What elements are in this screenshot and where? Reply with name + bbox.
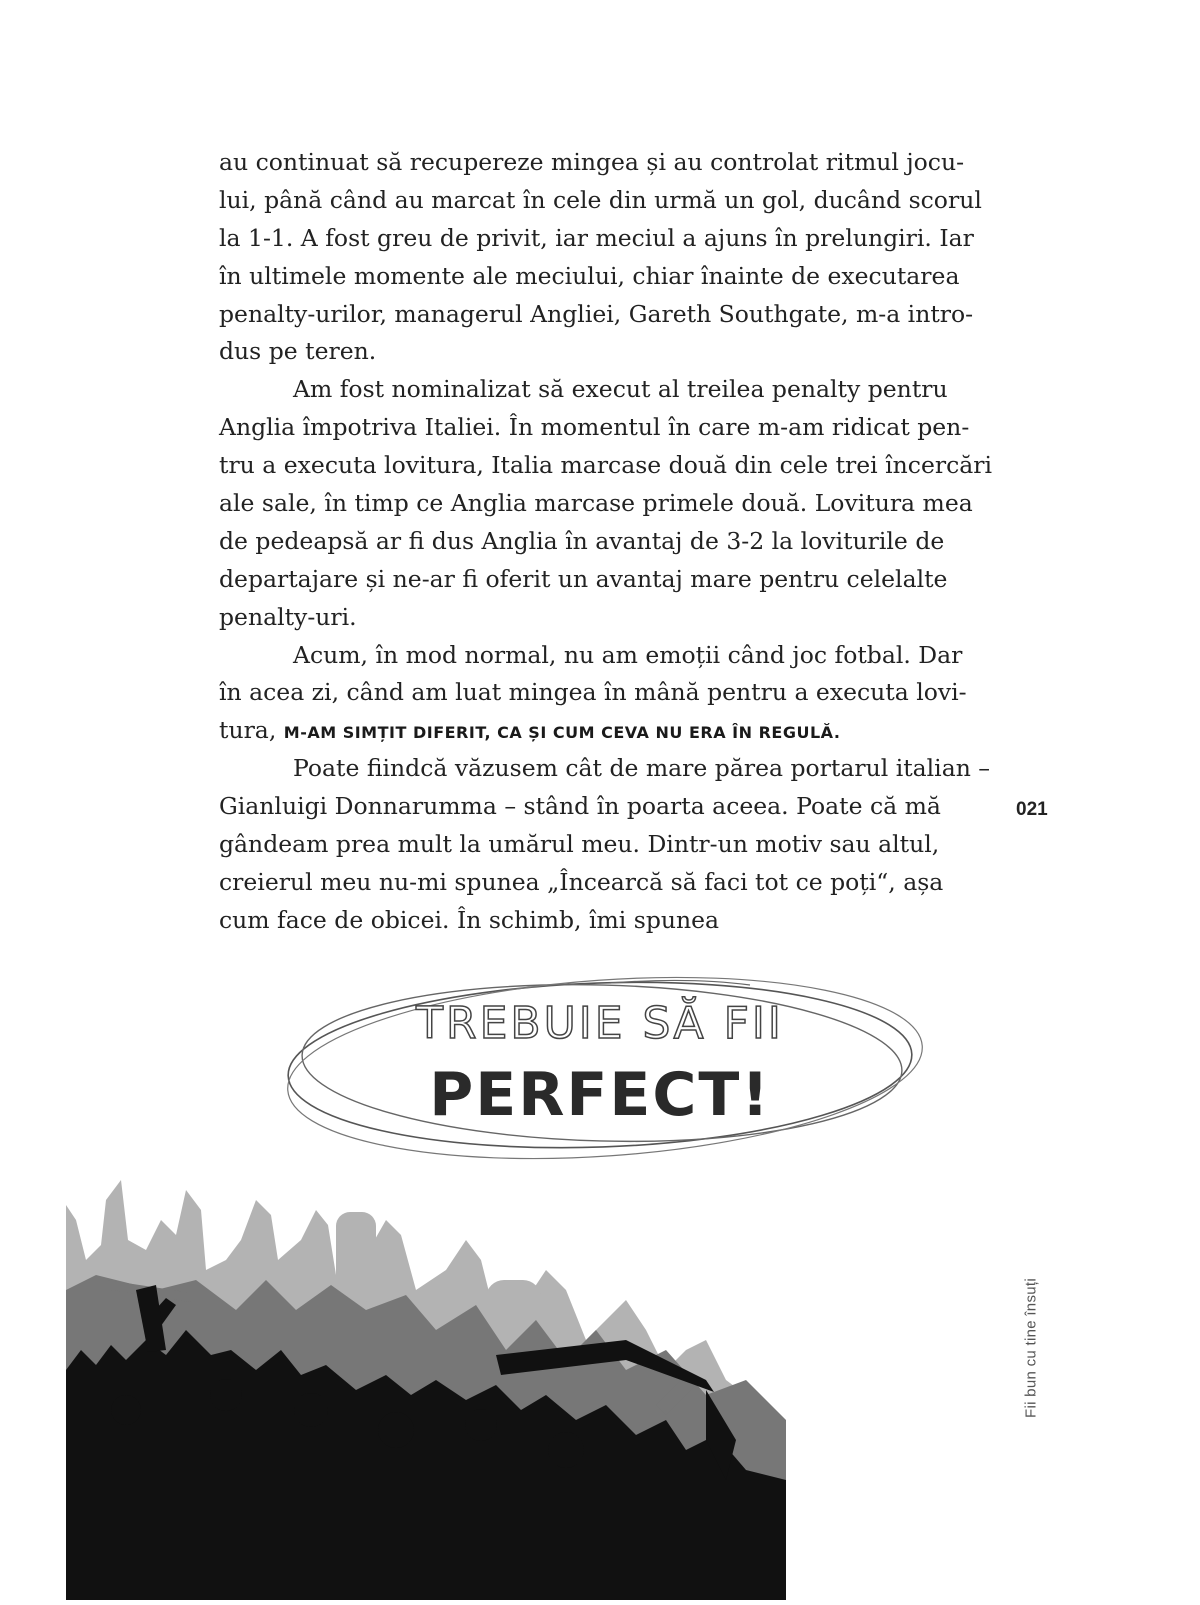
page-number: 021 — [1016, 799, 1048, 820]
text-line: în ultimele momente ale meciului, chiar înainte de executarea — [219, 261, 960, 290]
text-line-with-handwritten — [219, 712, 979, 750]
text-line: dus pe teren. — [219, 337, 377, 366]
paragraph-first-line: Poate fiindcă văzusem cât de mare părea portarul italian – — [293, 754, 991, 783]
text-line: ale sale, în timp ce Anglia marcase primele două. Lovitura mea — [219, 489, 973, 518]
running-head: Fii bun cu tine însuți — [1022, 1277, 1040, 1419]
text-line: Anglia împotriva Italiei. În momentul în care m-am ridicat pen- — [219, 413, 970, 442]
body-text — [219, 144, 993, 940]
text-line: departajare și ne-ar fi oferit un avantaj mare pentru celelalte — [219, 564, 948, 593]
text-line: lui, până când au marcat în cele din urmă un gol, ducând scorul — [219, 185, 982, 214]
handwritten-emphasis: M-AM SIMȚIT DIFERIT, CA ȘI CUM CEVA NU ERA ÎN REGULĂ. — [283, 723, 841, 743]
paragraph-first-line: Acum, în mod normal, nu am emoții când joc fotbal. Dar — [293, 640, 963, 669]
text-line: la 1-1. A fost greu de privit, iar meciul a ajuns în prelungiri. Iar — [219, 223, 974, 252]
text-line: au continuat să recupereze mingea și au controlat ritmul jocu- — [219, 148, 965, 176]
text-line: în acea zi, când am luat mingea în mână pentru a executa lovi- — [219, 678, 967, 707]
text-line: creierul meu nu-mi spunea „Încearcă să faci tot ce poți“, așa — [219, 867, 944, 896]
callout-line-1: TREBUIE SĂ FII — [416, 998, 784, 1049]
text-line: gândeam prea mult la umărul meu. Dintr-un motiv sau altul, — [219, 830, 940, 859]
text-line: Gianluigi Donnarumma – stând în poarta aceea. Poate că mă — [219, 792, 941, 821]
text-segment: tura, — [219, 716, 284, 745]
text-line: de pedeapsă ar fi dus Anglia în avantaj de 3-2 la loviturile de — [219, 526, 945, 555]
text-line: penalty-uri. — [219, 602, 357, 631]
paragraph-first-line: Am fost nominalizat să execut al treilea penalty pentru — [293, 375, 948, 404]
callout — [270, 965, 930, 1165]
callout-line-2: PERFECT! — [429, 1060, 771, 1130]
text-line: penalty-urilor, managerul Angliei, Gareth Southgate, m-a intro- — [219, 299, 974, 328]
text-line: tru a executa lovitura, Italia marcase două din cele trei încercări — [219, 451, 993, 480]
crowd-silhouette-icon — [66, 1180, 786, 1600]
text-line: cum face de obicei. În schimb, îmi spunea — [219, 905, 720, 934]
